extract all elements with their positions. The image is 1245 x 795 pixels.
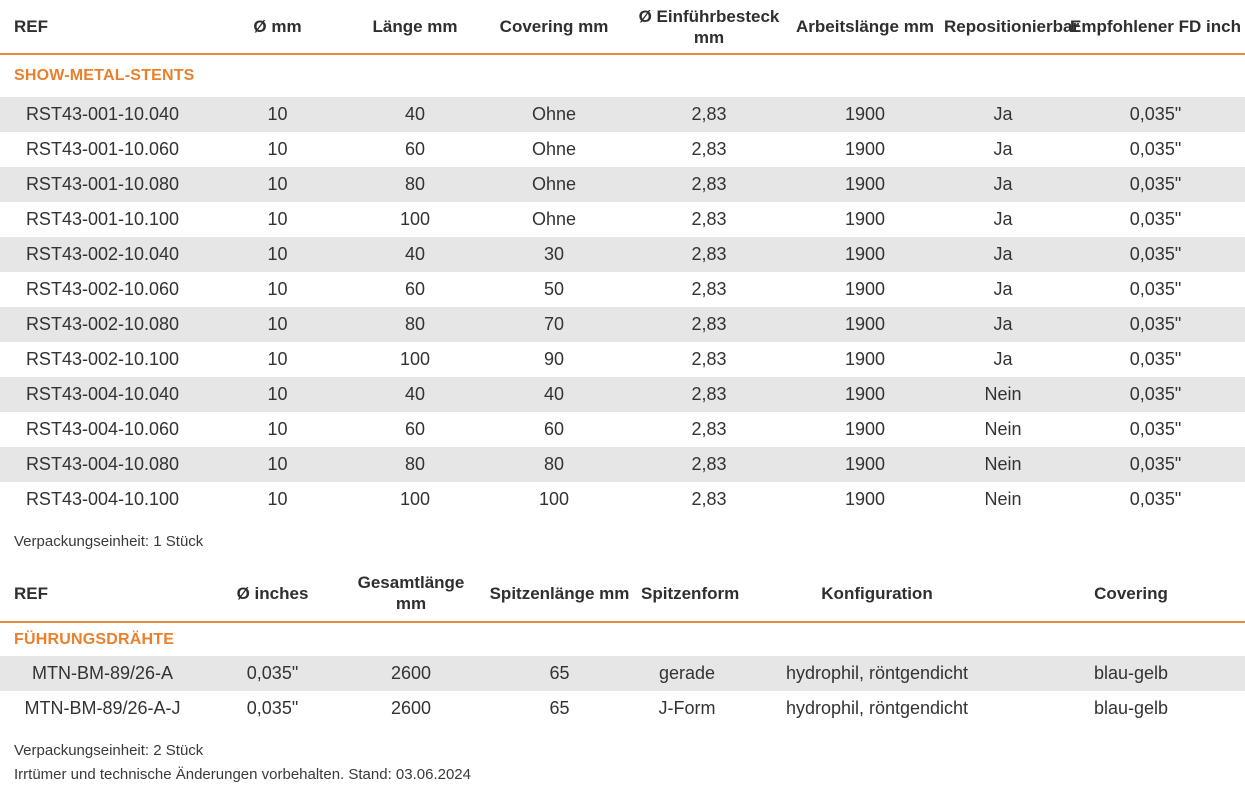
table-cell: 40: [350, 377, 480, 412]
table-header-row: [0, 0, 1245, 54]
table-cell: Nein: [940, 377, 1066, 412]
table-cell: 2,83: [628, 377, 790, 412]
table-cell: 10: [205, 307, 350, 342]
ref-cell: RST43-001-10.040: [0, 97, 205, 132]
table-cell: 60: [404, 279, 426, 299]
table-cell: Ja: [940, 167, 1066, 202]
table-cell: 60: [404, 419, 426, 439]
section-row: [0, 54, 1245, 97]
table-cell: 0,035": [1066, 167, 1245, 202]
table-cell: gerade: [637, 656, 737, 691]
table-cell: 1900: [790, 307, 940, 342]
table-cell: J-Form: [658, 698, 716, 718]
table-row: [0, 412, 1245, 447]
table-cell: 10: [267, 209, 288, 229]
table-cell: 2,83: [628, 307, 790, 342]
section-row: [0, 622, 1245, 656]
table-row: [0, 691, 1245, 726]
table-cell: hydrophil, röntgendicht: [737, 656, 1017, 691]
col-header-repositionable: Repositionierbar: [940, 0, 1066, 54]
table-cell: Ohne: [531, 209, 577, 229]
ref-cell: RST43-001-10.060: [25, 139, 180, 159]
guidewire-spec-table: [0, 565, 1245, 726]
table-cell: 10: [267, 139, 288, 159]
col-header-ref: REF: [0, 0, 205, 54]
col-header-tip-shape: Spitzenform: [637, 565, 737, 622]
table-cell: 2,83: [628, 447, 790, 482]
table-cell: 80: [350, 307, 480, 342]
table-cell: 2,83: [691, 349, 727, 369]
table-cell: 80: [480, 447, 628, 482]
col-header-configuration: Konfiguration: [737, 565, 1017, 622]
table-cell: 2600: [390, 698, 432, 718]
table-cell: 2,83: [628, 97, 790, 132]
table-cell: blau-gelb: [1017, 656, 1245, 691]
table-cell: 1900: [790, 167, 940, 202]
ref-cell: MTN-BM-89/26-A-J: [24, 698, 181, 718]
ref-cell: RST43-001-10.100: [25, 209, 180, 229]
table-cell: 80: [350, 447, 480, 482]
ref-cell: MTN-BM-89/26-A: [0, 656, 205, 691]
table-row: [0, 482, 1245, 517]
table-row: [0, 167, 1245, 202]
table-cell: 0,035": [1129, 349, 1182, 369]
table-cell: 100: [399, 209, 431, 229]
table-row: [0, 202, 1245, 237]
table-cell: 0,035": [205, 656, 340, 691]
table-cell: 0,035": [1066, 307, 1245, 342]
table-cell: 10: [205, 377, 350, 412]
table-cell: Nein: [984, 419, 1022, 439]
table-cell: Ja: [940, 237, 1066, 272]
table-cell: 60: [543, 419, 565, 439]
col-header-introducer-diameter: Ø Einführbesteck mm: [628, 0, 790, 54]
table-cell: 65: [549, 698, 570, 718]
col-header-covering: Covering mm: [480, 0, 628, 54]
table-row: [0, 447, 1245, 482]
ref-cell: RST43-002-10.060: [25, 279, 180, 299]
disclaimer-note: Irrtümer und technische Änderungen vorbehalten. Stand: 03.06.2024: [14, 766, 471, 783]
table-cell: 2,83: [691, 209, 727, 229]
packaging-note: Verpackungseinheit: 2 Stück: [14, 742, 204, 759]
table-cell: 0,035": [1129, 489, 1182, 509]
col-header-working-length: Arbeitslänge mm: [790, 0, 940, 54]
table-cell: 40: [350, 97, 480, 132]
table-cell: 1900: [844, 139, 886, 159]
table-cell: 2,83: [691, 279, 727, 299]
table-cell: 1900: [790, 377, 940, 412]
table-cell: 1900: [844, 349, 886, 369]
col-header-recommended-guidewire: Empfohlener FD inch: [1066, 0, 1245, 54]
table-cell: 10: [205, 97, 350, 132]
col-header-covering: Covering: [1017, 565, 1245, 622]
col-header-tip-length: Spitzenlänge mm: [482, 565, 637, 622]
table-cell: blau-gelb: [1093, 698, 1169, 718]
table-cell: 90: [543, 349, 565, 369]
table-cell: Nein: [984, 489, 1022, 509]
table-cell: 40: [350, 237, 480, 272]
table-cell: 10: [267, 489, 288, 509]
table-row: [0, 377, 1245, 412]
ref-cell: RST43-001-10.080: [0, 167, 205, 202]
table-cell: 0,035": [1129, 279, 1182, 299]
table-row: [0, 272, 1245, 307]
table-cell: 0,035": [1129, 419, 1182, 439]
table-cell: 10: [267, 279, 288, 299]
section-title: SHOW-METAL-STENTS: [14, 67, 195, 84]
table-cell: 1900: [790, 97, 940, 132]
table-cell: 0,035": [246, 698, 299, 718]
table-cell: 10: [205, 167, 350, 202]
table-row: [0, 342, 1245, 377]
table-cell: 30: [480, 237, 628, 272]
table-cell: 100: [538, 489, 570, 509]
col-header-diameter: Ø mm: [205, 0, 350, 54]
table-cell: 50: [543, 279, 565, 299]
table-cell: 2,83: [628, 237, 790, 272]
ref-cell: RST43-004-10.080: [0, 447, 205, 482]
table-cell: Ja: [940, 97, 1066, 132]
table-row: [0, 307, 1245, 342]
table-header-row: [0, 565, 1245, 622]
table-cell: 80: [350, 167, 480, 202]
table-cell: 0,035": [1129, 139, 1182, 159]
table-cell: 70: [480, 307, 628, 342]
table-cell: 1900: [844, 419, 886, 439]
table-cell: Ja: [993, 209, 1013, 229]
ref-cell: RST43-004-10.100: [25, 489, 180, 509]
ref-cell: RST43-004-10.040: [0, 377, 205, 412]
table-cell: 10: [267, 349, 288, 369]
table-cell: 100: [399, 489, 431, 509]
col-header-ref: REF: [0, 565, 205, 622]
table-cell: Nein: [940, 447, 1066, 482]
table-cell: 2,83: [691, 489, 727, 509]
col-header-diameter-inches: Ø inches: [205, 565, 340, 622]
table-cell: Ja: [940, 307, 1066, 342]
packaging-note: Verpackungseinheit: 1 Stück: [14, 533, 204, 550]
ref-cell: RST43-002-10.100: [25, 349, 180, 369]
table-cell: 40: [480, 377, 628, 412]
col-header-length: Länge mm: [350, 0, 480, 54]
table-cell: 0,035": [1066, 447, 1245, 482]
table-cell: Ja: [993, 139, 1013, 159]
table-cell: 0,035": [1129, 209, 1182, 229]
ref-cell: RST43-002-10.080: [0, 307, 205, 342]
table-cell: 1900: [844, 209, 886, 229]
table-cell: 1900: [844, 489, 886, 509]
table-cell: Ohne: [480, 97, 628, 132]
table-cell: 2600: [340, 656, 482, 691]
table-cell: 2,83: [691, 139, 727, 159]
table-cell: 10: [267, 419, 288, 439]
table-cell: Ja: [993, 279, 1013, 299]
table-cell: Ohne: [480, 167, 628, 202]
table-cell: hydrophil, röntgendicht: [785, 698, 969, 718]
table-cell: 10: [205, 447, 350, 482]
ref-cell: RST43-004-10.060: [25, 419, 180, 439]
table-cell: 0,035": [1066, 237, 1245, 272]
table-row: [0, 656, 1245, 691]
table-row: [0, 132, 1245, 167]
table-cell: 0,035": [1066, 377, 1245, 412]
table-cell: 65: [482, 656, 637, 691]
table-cell: 0,035": [1066, 97, 1245, 132]
table-cell: 2,83: [628, 167, 790, 202]
table-cell: 1900: [790, 237, 940, 272]
table-cell: Ja: [993, 349, 1013, 369]
section-title: FÜHRUNGSDRÄHTE: [14, 630, 175, 648]
ref-cell: RST43-002-10.040: [0, 237, 205, 272]
table-cell: Ohne: [531, 139, 577, 159]
table-cell: 10: [205, 237, 350, 272]
table-cell: 100: [399, 349, 431, 369]
table-cell: 2,83: [691, 419, 727, 439]
table-row: [0, 237, 1245, 272]
table-cell: 1900: [790, 447, 940, 482]
table-row: [0, 97, 1245, 132]
table-cell: 60: [404, 139, 426, 159]
col-header-total-length: Gesamtlänge mm: [340, 565, 482, 622]
table-cell: 1900: [844, 279, 886, 299]
